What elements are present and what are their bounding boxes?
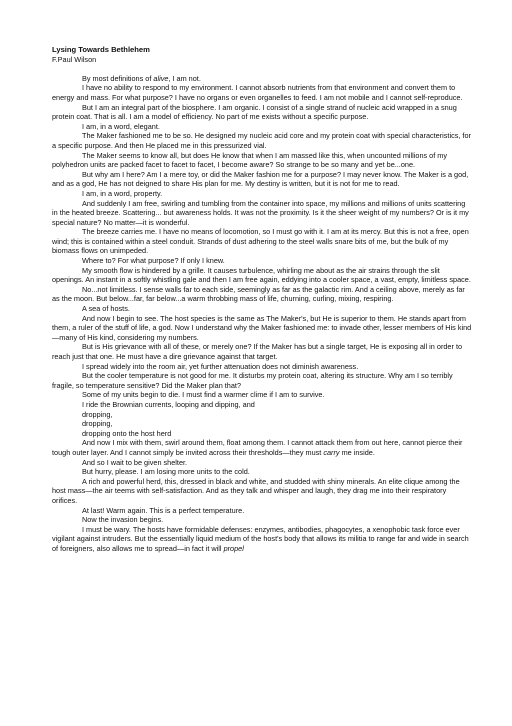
- paragraph: But the cooler temperature is not good for me. It disturbs my protein coat, altering its structure. Why am I so terribly fragile, so temperature sensitive? Did the Maker plan that?: [52, 371, 453, 390]
- paragraph: I spread widely into the room air, yet further attenuation does not diminish awareness.: [82, 361, 359, 371]
- story-body: [52, 74, 472, 554]
- paragraph: But why am I here? Am I a mere toy, or did the Maker fashion me for a purpose? I may never know. The Maker is a god, and as a god, He has not deigned to share His plan for me. My destiny is written, but it is not for me to read.: [52, 169, 469, 189]
- paragraph: I ride the Brownian currents, looping and dipping, and: [82, 399, 255, 409]
- paragraph: Now the invasion begins.: [82, 515, 164, 525]
- paragraph: A sea of hosts.: [82, 304, 130, 314]
- paragraph: And suddenly I am free, swirling and tumbling from the container into space, my millions and millions of units scattering in the heated breeze. Scattering... but awareness holds. It was not the proximity. Is it the sheer weight of my numbers? Or is it my special nature? No matter—it is wonderful.: [52, 198, 469, 227]
- paragraph: I have no ability to respond to my environment. I cannot absorb nutrients from that environment and convert them to energy and mass. For what purpose? I have no organs or even organelles to feed. I am not mobile and I cannot self-reproduce.: [52, 83, 463, 102]
- paragraph: But I am an integral part of the biosphere. I am organic. I consist of a single strand of nucleic acid wrapped in a snug protein coat. That is all. I am a model of efficiency. No part of me exists without a specific purpose.: [52, 102, 457, 122]
- paragraph: My smooth flow is hindered by a grille. It causes turbulence, whirling me about as the air strains through the slit openings. An instant in a softly whistling gale and then I am free again, eddying into a cooler space, a vast, empty, limitless space.: [52, 265, 471, 285]
- paragraph: Some of my units begin to die. I must find a warmer clime if I am to survive.: [82, 390, 325, 400]
- paragraph: dropping onto the host herd: [82, 428, 172, 438]
- paragraph: But is His grievance with all of these, or merely one? If the Maker has but a single target, He is exposing all in order to reach just that one. He must have a dire grievance against that target.: [52, 342, 463, 361]
- story-title: Lysing Towards Bethlehem: [52, 45, 150, 54]
- paragraph: I am, in a word, elegant.: [82, 121, 160, 131]
- emphasis: carry: [323, 447, 340, 457]
- paragraph: No...not limitless. I sense walls far to each side, seemingly as far as the galactic rim. And a ceiling above, merely as far as the moon. But below...far, far below...a warm throbbing mass of life, churning, curling, mixing, respiring.: [52, 284, 465, 304]
- paragraph: The Maker seems to know all, but does He know that when I am massed like this, when uncounted millions of my polyhedron units are packed facet to facet to facet, I become aware? So strange to be so many and yet be...one.: [52, 150, 448, 170]
- paragraph: I must be wary. The hosts have formidable defenses: enzymes, antibodies, phagocytes, a xenophobic task force ever vigilant against intruders. But the essentially liquid medium of the host's body that allows its militia to range far and wide in search of foreigners, also allows me to spread—in fact it will propel: [52, 524, 469, 553]
- paragraph: But hurry, please. I am losing more units to the cold.: [82, 467, 250, 477]
- paragraph: At last! Warm again. This is a perfect temperature.: [82, 505, 245, 515]
- paragraph: And so I wait to be given shelter.: [82, 457, 188, 467]
- paragraph: A rich and powerful herd, this, dressed in black and white, and studded with shiny minerals. An elite clique among the host mass—the air teems with self-satisfaction. And as they talk and whisper and laugh, they drag me into their respiratory orifices.: [52, 476, 460, 505]
- paragraph: The Maker fashioned me to be so. He designed my nucleic acid core and my protein coat with special characteristics, for a specific purpose. And then He placed me in this pressurized vial.: [52, 131, 471, 150]
- emphasis: alive: [153, 73, 169, 83]
- emphasis: propel: [223, 543, 244, 553]
- paragraph: I am, in a word, property.: [82, 188, 163, 198]
- story-author: F.Paul Wilson: [52, 54, 97, 64]
- paragraph: And now I begin to see. The host species is the same as The Maker's, but He is superior to them. He stands apart from them, a ruler of the stuff of life, a god. Now I understand why the Maker fashioned me: to invade other, lesser members of His kind—many of His kind, considering my numbers.: [52, 313, 472, 342]
- paragraph: dropping,: [82, 419, 113, 429]
- paragraph: And now I mix with them, swirl around them, float among them. I cannot attack them from out here, cannot pierce their tough outer layer. And I cannot simply be invited across their thresholds—they must carry me inside.: [52, 438, 463, 457]
- paragraph: By most definitions of alive, I am not.: [82, 73, 201, 83]
- paragraph: dropping,: [82, 409, 113, 419]
- paragraph: Where to? For what purpose? If only I knew.: [82, 256, 225, 266]
- paragraph: The breeze carries me. I have no means of locomotion, so I must go with it. I am at its mercy. But this is not a free, open wind; this is contained within a steel conduit. Strands of dust adhering to the steel walls snare bits of me, but the bulk of my biomass flows on unimpeded.: [52, 227, 469, 256]
